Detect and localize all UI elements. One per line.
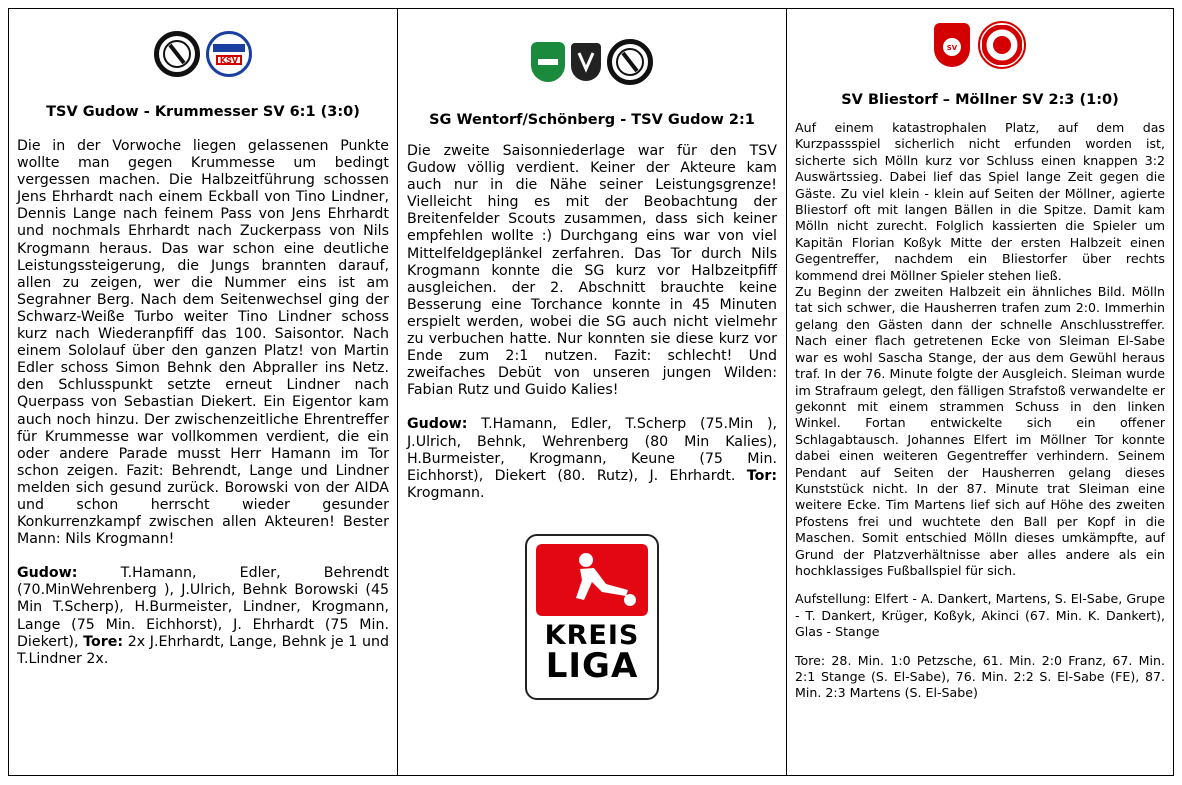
tsv-gudow-crest-icon (615, 47, 645, 77)
match-report-wentorf-gudow (398, 9, 787, 775)
lineup-text: Aufstellung: Elfert - A. Dankert, Martens, S. El-Sabe, Grupe - T. Dankert, Krüger, Koßyk, Akinci (67. Min. K. Dankert), Glas - Stange (795, 591, 1165, 640)
lineup-label: Gudow: (407, 416, 468, 433)
bliestorf-crest-icon (937, 27, 967, 63)
club-logos (407, 39, 777, 85)
lineup-and-goals (407, 416, 777, 501)
goals-text: Tore: 28. Min. 1:0 Petzsche, 61. Min. 2:0 Franz, 67. Min. 2:1 Stange (S. El-Sabe), 76. Min. 2:2 S. El-Sabe (FE), 87. Min. 2:3 Martens (S. El-Sabe) (795, 652, 1165, 701)
goals-text: 2x J.Ehrhardt, Lange, Behnk je 1 und T.Lindner 2x. (17, 633, 390, 667)
kreisliga-word-kreis: KREIS (544, 619, 640, 651)
lineup-text: T.Hamann, Edler, Behrendt (70.MinWehrenberg ), J.Ulrich, Behnk Borowski (45 Min T.Scherp), H.Burmeister, Lindner, Krogmann, Lange (75 Min. Eichhorst), J. Ehrhardt (75 Min. Diekert), (17, 565, 389, 650)
goals-label: Tor: (746, 467, 777, 484)
newsletter-table (8, 8, 1174, 776)
tsv-gudow-logo (607, 39, 653, 85)
match-report-gudow-krummesse (9, 9, 398, 775)
match-report-text: Die in der Vorwoche liegen gelassenen Punkte wollte man gegen Krummesse um bedingt vergessen machen. Die Halbzeitführung schossen Jens Ehrhardt nach einem Eckball von Tino Lindner, Dennis Lange nach feinem Pass von Jens Ehrhardt und nochmals Ehrhardt nach Zuckerpass von Nils Krogmann heraus. Das war schon eine deutliche Leistungssteigerung, die Jungs brannten darauf, allen zu zeigen, wer die Nummer eins ist am Segrahner Berg. Nach dem Seitenwechsel ging der Schwarz-Weiße Turbo weiter Tino Lindner schoss kurz nach Wiederanpfiff das 100. Saisontor. Nach einem Sololauf über den ganzen Platz! von Martin Edler schoss Simon Behnk den Abpraller ins Netz. den Schlusspunkt setzte erneut Lindner nach Querpass von Sebastian Diekert. Ein Eigentor kam auch noch hinzu. Der zwischenzeitliche Ehrentreffer für Krummesse war vollkommen verdient, die ein oder andere Parade musst Herr Hamann im Tor schon zeigen. Fazit: Behrendt, Lange und Lindner melden sich gesund zurück. Borowski von der AIDA und schon herrscht wieder gesunder Konkurrenzkampf zwischen allen Akteuren! Bester Mann: Nils Krogmann! (17, 138, 389, 548)
krummesser-sv-logo (206, 31, 252, 77)
club-logos (795, 21, 1165, 69)
svg-text:SV: SV (946, 44, 958, 52)
match-report-bliestorf-moelln (787, 9, 1173, 775)
goals-label: Tore: (83, 633, 124, 650)
sv-bliestorf-logo (934, 23, 970, 67)
ksv-crest-icon (209, 34, 249, 74)
moellner-sv-logo (978, 21, 1026, 69)
kreisliga-player-emblem (536, 544, 648, 616)
vfl-crest-icon (535, 47, 561, 77)
match-report-text: Die zweite Saisonniederlage war für den TSV Gudow völlig verdient. Keiner der Akteure kam auch nur in die Nähe seiner Leistungsgrenze! Vielleicht hing es mit der Beobachtung der Breitenfelder Scouts zusammen, dass sich keiner empfehlen wollte :) Durchgang eins war von viel Mittelfeldgeplänkel zerfahren. Das Tor durch Nils Krogmann konnte die SG kurz vor Halbzeitpfiff ausgleichen. der 2. Abschnitt brauchte keine Besserung eine Torchance konnte in 45 Minuten erspielt werden, wobei die SG auch nicht vielmehr zu verbuchen hatte. Nur konnten sie diese kurz vor Ende zum 2:1 nutzen. Fazit: schlecht! Und zweifaches Debüt von unseren jungen Wilden: Fabian Rutz und Guido Kalies! (407, 143, 777, 399)
lineup-and-goals (17, 565, 389, 668)
kreisliga-badge (525, 534, 659, 700)
svg-text:KSV: KSV (219, 56, 239, 65)
club-logos (17, 31, 389, 77)
match-report-text: Auf einem katastrophalen Platz, auf dem das Kurzpassspiel sicherlich nicht erfunden worden ist, sicherte sich Mölln kurz vor Schluss einen knappen 3:2 Auswärtssieg. Dabei lief das Spiel lange Zeit gegen die Gäste. Zu viel klein - klein auf Seiten der Möllner, agierte Bliestorf oft mit langen Bällen in die Spitze. Damit kam Mölln nicht zurecht. Folglich kassierten die Spieler um Kapitän Florian Koßyk Mitte der ersten Halbzeit einen Gegentreffer, nachdem ein Bliestorfer über rechts kommend drei Möllner Spieler stehen ließ. (795, 120, 1165, 283)
lineup-label: Gudow: (17, 565, 78, 582)
tsv-gudow-logo (154, 31, 200, 77)
schoenberg-logo (571, 43, 601, 81)
footballer-silhouette-icon (536, 544, 648, 616)
match-title: SV Bliestorf – Möllner SV 2:3 (1:0) (841, 92, 1119, 108)
vfl-logo (531, 42, 565, 82)
lineup-text: T.Hamann, Edler, T.Scherp (75.Min ), J.Ulrich, Behnk, Wehrenberg (80 Min Kalies), H.Burmeister, Krogmann, Keune (75 Min. Eichhorst), Diekert (80. Rutz), J. Ehrhardt. (407, 416, 777, 484)
match-title: TSV Gudow - Krummesser SV 6:1 (3:0) (46, 104, 360, 120)
moelln-crest-icon (982, 25, 1022, 65)
goals-text: Krogmann. (407, 484, 485, 501)
tsv-gudow-crest-icon (162, 39, 192, 69)
match-title: SG Wentorf/Schönberg - TSV Gudow 2:1 (429, 112, 755, 128)
match-report-second-half: Zu Beginn der zweiten Halbzeit ein ähnliches Bild. Mölln tat sich schwer, die Hausherren trafen zum 2:0. Immerhin gelang den Gästen dann der schnelle Anschlusstreffer. Nach einer flach getretenen Ecke von Sleiman El-Sabe war es wohl Sascha Stange, der aus dem Gewühl heraus traf. In der 76. Minute folgte der Ausgleich. Sleiman wurde im Strafraum gelegt, den fälligen Strafstoß verwandelte er gekonnt mit einem strammen Schuss in den linken Winkel. Fortan entwickelte sich ein offener Schlagabtausch. Johannes Elfert im Möllner Tor konnte dabei einen weiteren Gegentreffer verhindern. Seinem Pendant auf Seiten der Hausherren gelang dieses Kunststück nicht. In der 87. Minute trat Sleiman eine weitere Ecke. Tim Martens lief sich auf Höhe des zweiten Pfostens frei und wuchtete den Ball per Kopf in die Maschen. Somit entschied Mölln dieses umkämpfte, auf Grund der Platzverhältnisse aber alles andere als ein hochklassiges Fußballspiel für sich. (795, 284, 1165, 578)
schoenberg-crest-icon (575, 49, 597, 75)
kreisliga-word-liga: LIGA (545, 645, 639, 686)
